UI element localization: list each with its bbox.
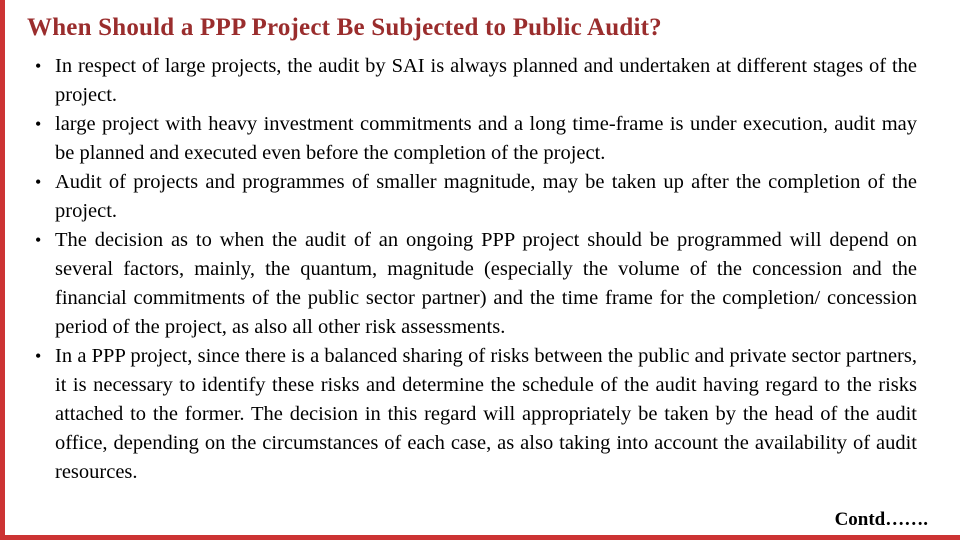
bullet-item [27,110,917,168]
bullet-item [27,52,917,110]
bullet-text: In respect of large projects, the audit by SAI is always planned and undertaken at different stages of the project. [55,55,917,106]
bullet-icon: • [35,114,42,134]
bullet-text: large project with heavy investment commitments and a long time-frame is under execution, audit may be planned and executed even before the completion of the project. [55,113,917,164]
bullet-icon: • [35,346,42,366]
bullet-icon: • [35,56,42,76]
bullet-item [27,168,917,226]
bullet-item [27,226,917,342]
bullet-icon: • [35,230,42,250]
bullet-text: The decision as to when the audit of an ongoing PPP project should be programmed will depend on several factors, mainly, the quantum, magnitude (especially the volume of the concession and the financial commitments of the public sector partner) and the time frame for the completion/ concession period of the project, as also all other risk assessments. [55,229,917,338]
bullet-icon: • [35,172,42,192]
bullet-list [27,52,917,487]
bullet-item [27,342,917,487]
left-accent-bar [0,0,5,540]
bottom-accent-bar [0,535,960,540]
bullet-text: In a PPP project, since there is a balanced sharing of risks between the public and private sector partners, it is necessary to identify these risks and determine the schedule of the audit having regard to the risks attached to the former. The decision in this regard will appropriately be taken by the head of the audit office, depending on the circumstances of each case, as also taking into account the availability of audit resources. [55,345,917,483]
slide-title: When Should a PPP Project Be Subjected to Public Audit? [27,14,662,41]
bullet-text: Audit of projects and programmes of smaller magnitude, may be taken up after the completion of the project. [55,171,917,222]
continuation-label: Contd……. [834,509,928,530]
